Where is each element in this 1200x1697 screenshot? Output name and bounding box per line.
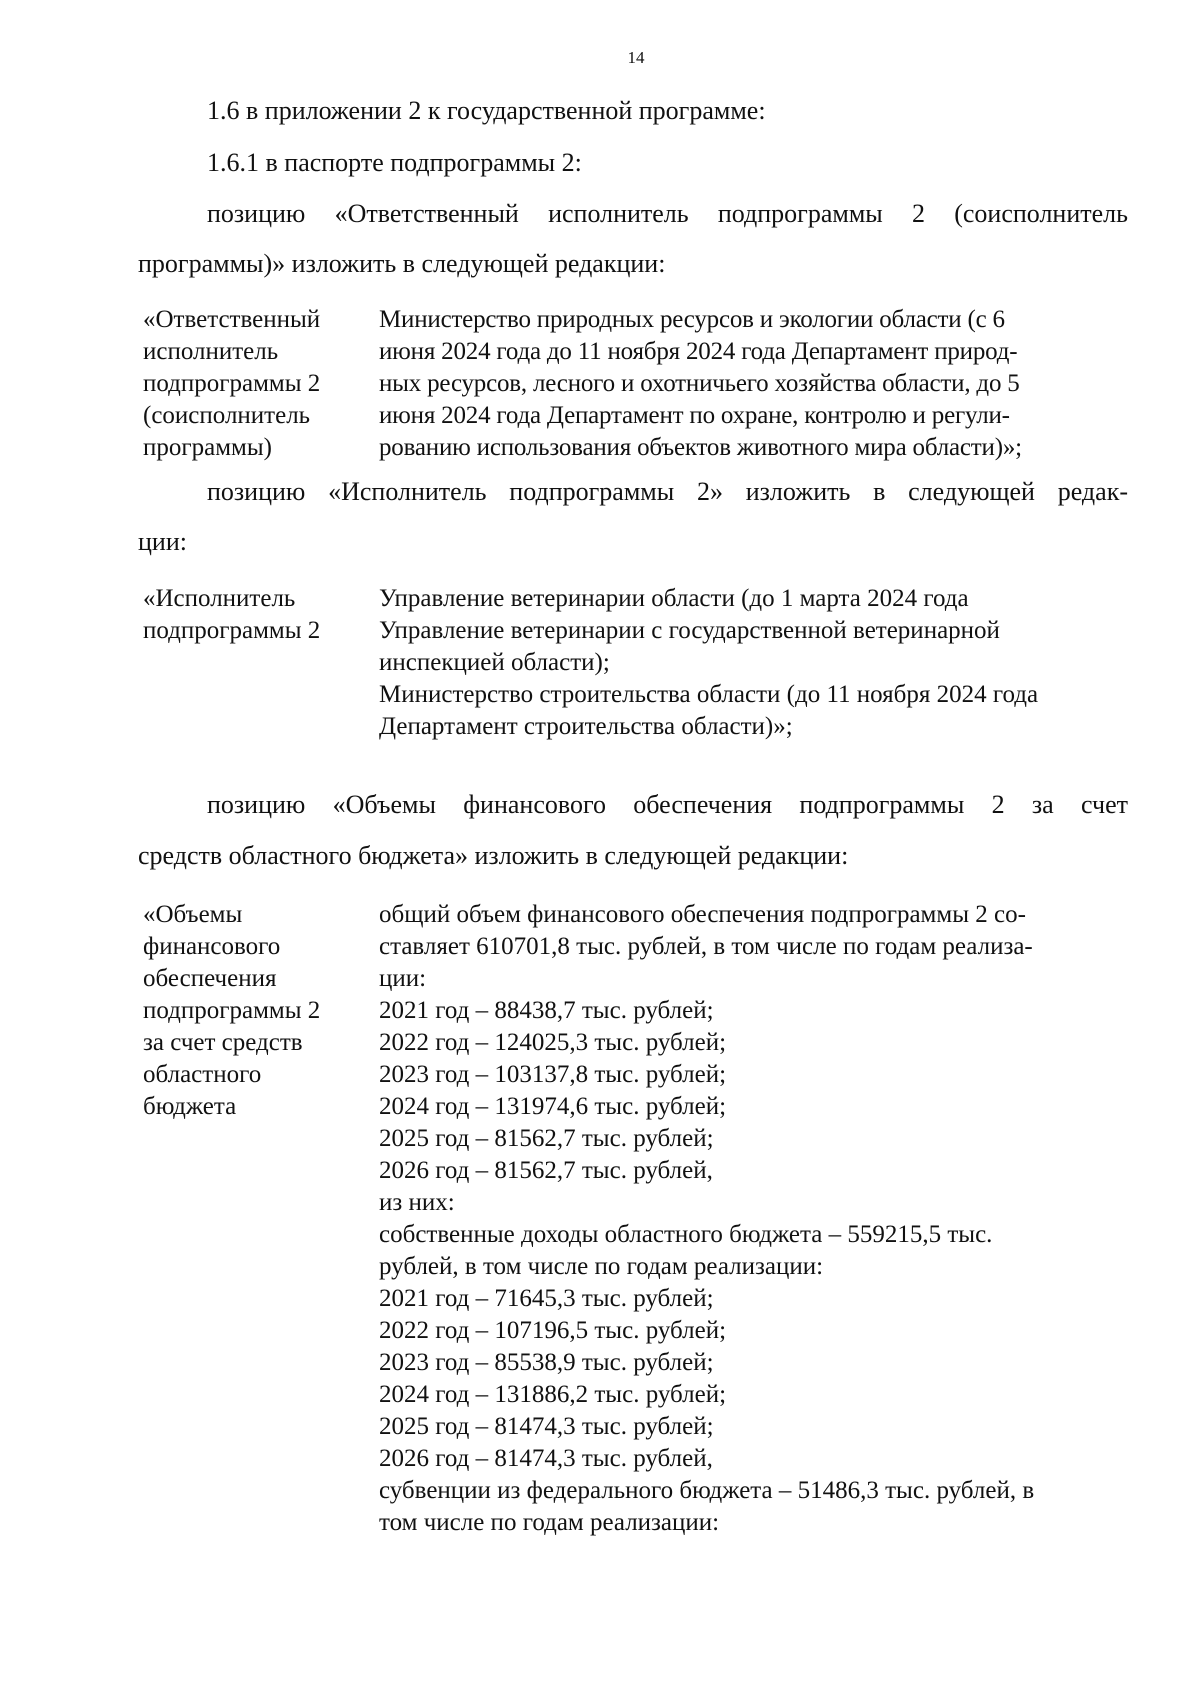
entry-line: Департамент строительства области)»; xyxy=(379,713,793,740)
entry-line: 2024 год – 131974,6 тыс. рублей; xyxy=(379,1093,727,1120)
entry-line: 2025 год – 81562,7 тыс. рублей; xyxy=(379,1125,714,1152)
entry-line: общий объем финансового обеспечения подпрограммы 2 со- xyxy=(379,901,1026,928)
entry-value xyxy=(379,899,1034,1539)
entry-line: инспекцией области); xyxy=(379,649,610,676)
entry-line: ции: xyxy=(379,965,427,992)
entry-line: Управление ветеринарии области (до 1 марта 2024 года xyxy=(379,585,969,612)
entry-line: 2023 год – 85538,9 тыс. рублей; xyxy=(379,1349,714,1376)
entry-line: 2026 год – 81562,7 тыс. рублей, xyxy=(379,1157,713,1184)
entry-line: июня 2024 года Департамент по охране, контролю и регули- xyxy=(379,402,1010,429)
entry-line: Министерство строительства области (до 11 ноября 2024 года xyxy=(379,681,1039,708)
entry-line: 2025 год – 81474,3 тыс. рублей; xyxy=(379,1413,714,1440)
paragraph-1-6-1: 1.6.1 в паспорте подпрограммы 2: xyxy=(207,148,582,177)
paragraph-position-funding-line1: позицию «Объемы финансового обеспечения подпрограммы 2 за счет xyxy=(207,790,1128,819)
entry-label: «Исполнитель подпрограммы 2 xyxy=(143,585,321,644)
entry-line: 2022 год – 107196,5 тыс. рублей; xyxy=(379,1317,727,1344)
passport-entry-executor xyxy=(143,583,1143,748)
entry-line: 2026 год – 81474,3 тыс. рублей, xyxy=(379,1445,713,1472)
entry-line: 2022 год – 124025,3 тыс. рублей; xyxy=(379,1029,727,1056)
paragraph-1-6: 1.6 в приложении 2 к государственной программе: xyxy=(207,96,766,125)
entry-line: июня 2024 года до 11 ноября 2024 года Департамент природ- xyxy=(379,338,1018,365)
entry-line: рублей, в том числе по годам реализации: xyxy=(379,1253,824,1280)
entry-line: ных ресурсов, лесного и охотничьего хозяйства области, до 5 xyxy=(379,370,1020,397)
entry-label: «Ответственный исполнитель подпрограммы 2 (соисполнитель программы) xyxy=(143,306,321,461)
entry-line: 2021 год – 71645,3 тыс. рублей; xyxy=(379,1285,714,1312)
entry-line: том числе по годам реализации: xyxy=(379,1509,720,1536)
entry-line: рованию использования объектов животного мира области)»; xyxy=(379,434,1022,461)
passport-entry-funding xyxy=(143,899,1143,1549)
paragraph-position-executor-line1: позицию «Исполнитель подпрограммы 2» изложить в следующей редак- xyxy=(207,477,1128,506)
entry-label: «Объемы финансового обеспечения подпрограммы 2 за счет средств областного бюджета xyxy=(143,901,321,1120)
page-number: 14 xyxy=(627,48,645,67)
entry-line: Управление ветеринарии с государственной ветеринарной xyxy=(379,617,1000,644)
entry-line: собственные доходы областного бюджета – 559215,5 тыс. xyxy=(379,1221,993,1248)
entry-value xyxy=(379,583,1038,743)
entry-line: Министерство природных ресурсов и экологии области (с 6 xyxy=(379,306,1005,333)
paragraph-position-funding-line2: средств областного бюджета» изложить в следующей редакции: xyxy=(138,841,849,870)
entry-line: 2024 год – 131886,2 тыс. рублей; xyxy=(379,1381,727,1408)
entry-value xyxy=(379,304,1022,464)
passport-entry-responsible xyxy=(143,304,1143,469)
paragraph-position-responsible-line2: программы)» изложить в следующей редакции: xyxy=(138,249,666,278)
entry-line: из них: xyxy=(379,1189,455,1216)
entry-line: 2021 год – 88438,7 тыс. рублей; xyxy=(379,997,714,1024)
entry-line: ставляет 610701,8 тыс. рублей, в том числе по годам реализа- xyxy=(379,933,1033,960)
entry-line: субвенции из федерального бюджета – 51486,3 тыс. рублей, в xyxy=(379,1477,1035,1504)
paragraph-position-executor-line2: ции: xyxy=(138,527,187,556)
entry-line: 2023 год – 103137,8 тыс. рублей; xyxy=(379,1061,727,1088)
paragraph-position-responsible-line1: позицию «Ответственный исполнитель подпрограммы 2 (соисполнитель xyxy=(207,199,1128,228)
